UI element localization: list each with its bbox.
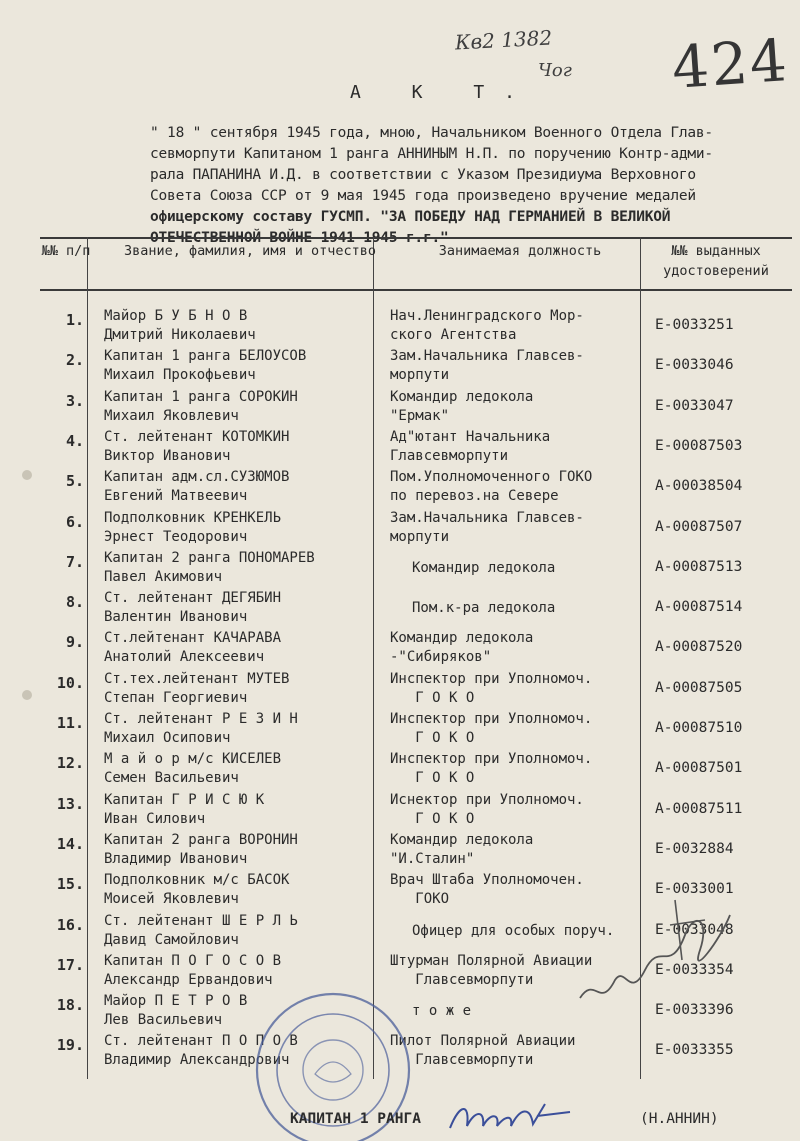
rank-surname: Подполковник КРЕНКЕЛЬ <box>104 509 282 526</box>
intro-paragraph <box>150 123 790 249</box>
table-row <box>40 831 792 871</box>
archive-sub-annotation: Чог <box>538 60 572 81</box>
row-position <box>390 791 584 829</box>
row-name <box>104 388 298 426</box>
header-name: Звание, фамилия, имя и отчество <box>124 243 376 259</box>
row-position <box>390 831 533 869</box>
rank-surname: Ст. лейтенант П О П О В <box>104 1033 298 1050</box>
rank-surname: Капитан 2 ранга ВОРОНИН <box>104 831 298 848</box>
table-row <box>40 629 792 669</box>
row-number: 2. <box>65 351 84 370</box>
archive-number-annotation: Кв2 1382 <box>454 25 553 55</box>
header-certificate: №№ выданных удостоверений <box>663 243 769 279</box>
row-position <box>390 871 584 909</box>
certificate-number: А-00087505 <box>655 679 743 696</box>
row-number: 13. <box>56 794 84 813</box>
position-line: ГОКО <box>390 891 450 908</box>
position-line: Главсевморпути <box>390 447 509 464</box>
table-row <box>40 750 792 790</box>
position-line: Главсевморпути <box>390 971 534 988</box>
rank-surname: Ст.лейтенант КАЧАРАВА <box>104 630 282 647</box>
row-name <box>104 347 306 385</box>
row-number: 15. <box>56 875 84 894</box>
certificate-number: А-00087511 <box>655 800 743 817</box>
certificate-number: Е-0033047 <box>655 397 734 414</box>
row-number: 10. <box>56 673 84 692</box>
row-position <box>412 599 555 618</box>
table-row <box>40 670 792 710</box>
position-line: по перевоз.на Севере <box>390 488 559 505</box>
position-line: Инспектор при Уполномоч. <box>390 711 593 727</box>
row-number: 7. <box>65 552 84 571</box>
position-line: Инспектор при Уполномоч. <box>390 670 593 687</box>
position-line: морпути <box>390 367 450 384</box>
table-header-rule <box>40 289 792 291</box>
position-line: морпути <box>390 528 450 545</box>
signature-name: (Н.АННИН) <box>640 1111 719 1127</box>
certificate-number: Е-0032884 <box>655 840 734 857</box>
position-line: Г О К О <box>390 730 475 746</box>
row-number: 18. <box>56 996 84 1015</box>
certificate-number: Е-0033251 <box>655 317 734 333</box>
rank-surname: Капитан 2 ранга ПОНОМАРЕВ <box>104 549 315 566</box>
row-position <box>390 670 592 708</box>
header-num: №№ п/п <box>41 243 91 259</box>
table-row <box>40 347 792 387</box>
certificate-number: А-00087520 <box>655 639 743 656</box>
position-line: Инспектор при Уполномоч. <box>390 751 593 768</box>
position-line: Иснектор при Уполномоч. <box>390 791 584 808</box>
table-top-rule <box>40 237 792 239</box>
certificate-number: Е-0033046 <box>655 357 734 374</box>
rank-surname: Майор Б У Б Н О В <box>104 308 248 324</box>
page-number-annotation: 424 <box>669 26 791 102</box>
position-line: Главсевморпути <box>390 1052 534 1069</box>
rank-surname: Капитан Г Р И С Ю К <box>104 791 265 808</box>
rank-surname: Ст. лейтенант ДЕГЯБИН <box>104 590 282 607</box>
row-number: 4. <box>65 431 84 450</box>
position-line: т о ж е <box>412 1003 472 1020</box>
row-name <box>104 428 289 466</box>
row-name <box>104 509 281 547</box>
row-name <box>104 791 264 829</box>
row-number: 12. <box>56 754 84 773</box>
row-name <box>104 589 281 627</box>
rank-surname: Подполковник м/с БАСОК <box>104 872 290 889</box>
table-row <box>40 509 792 549</box>
given-names: Михаил Прокофьевич <box>104 367 256 384</box>
handwritten-signature <box>445 1098 575 1138</box>
position-line: Командир ледокола <box>390 831 534 848</box>
row-number: 6. <box>65 512 84 531</box>
row-position <box>390 629 533 667</box>
table-row <box>40 388 792 428</box>
given-names: Владимир Иванович <box>104 850 248 867</box>
row-position <box>390 750 592 788</box>
row-name <box>104 670 289 708</box>
row-number: 11. <box>56 714 84 732</box>
position-line: Пом.к-ра ледокола <box>412 600 556 617</box>
row-number: 19. <box>56 1036 84 1055</box>
position-line: Врач Штаба Уполномочен. <box>390 872 584 889</box>
given-names: Степан Георгиевич <box>104 689 248 706</box>
row-name <box>104 871 289 909</box>
row-position <box>390 1032 575 1070</box>
intro-line: рала ПАПАНИНА И.Д. в соответствии с Указом Президиума Верховного <box>150 167 696 183</box>
punch-hole <box>22 690 32 700</box>
table-row <box>40 549 792 589</box>
given-names: Дмитрий Николаевич <box>104 327 256 343</box>
intro-line: " 18 " сентября 1945 года, мною, Начальником Военного Отдела Глав- <box>150 125 713 141</box>
row-name <box>104 629 281 667</box>
position-line: Командир ледокола <box>390 630 534 647</box>
given-names: Анатолий Алексеевич <box>104 649 265 666</box>
given-names: Иван Силович <box>104 810 206 827</box>
rank-surname: Майор П Е Т Р О В <box>104 993 248 1010</box>
rank-surname: Капитан 1 ранга БЕЛОУСОВ <box>104 348 307 365</box>
row-position <box>390 428 550 466</box>
row-name <box>104 952 281 990</box>
punch-hole <box>22 470 32 480</box>
rank-surname: Капитан П О Г О С О В <box>104 952 282 969</box>
certificate-number: А-00087514 <box>655 599 743 616</box>
table-row <box>40 468 792 508</box>
position-line: "Ермак" <box>390 407 450 424</box>
rank-surname: Ст.тех.лейтенант МУТЕВ <box>104 670 290 687</box>
position-line: Пом.Уполномоченного ГОКО <box>390 469 593 486</box>
row-name <box>104 549 315 587</box>
certificate-number: Е-0033354 <box>655 961 734 978</box>
certificate-number: Е-0033001 <box>655 881 734 898</box>
row-position <box>390 509 584 547</box>
rank-surname: Ст. лейтенант Ш Е Р Л Ь <box>104 912 298 929</box>
row-name <box>104 750 281 788</box>
position-line: ского Агентства <box>390 327 517 343</box>
certificate-number: А-00087513 <box>655 558 743 575</box>
rank-surname: Ст. лейтенант КОТОМКИН <box>104 428 290 445</box>
row-position <box>390 952 592 990</box>
intro-line: ОТЕЧЕСТВЕННОЙ ВОЙНЕ 1941-1945 г.г." <box>150 230 449 246</box>
intro-line: офицерскому составу ГУСМП. "ЗА ПОБЕДУ НАД ГЕРМАНИЕЙ В ВЕЛИКОЙ <box>150 209 671 225</box>
given-names: Эрнест Теодорович <box>104 528 248 545</box>
certificate-number: Е-00087503 <box>655 437 743 454</box>
row-number: 14. <box>56 834 84 853</box>
rank-surname: Ст. лейтенант Р Е З И Н <box>104 711 298 727</box>
position-line: "И.Сталин" <box>390 850 475 867</box>
table-row <box>40 589 792 629</box>
row-name <box>104 912 298 950</box>
certificate-number: А-00038504 <box>655 478 743 495</box>
row-position <box>412 559 555 578</box>
position-line: Командир ледокола <box>390 388 534 405</box>
row-number: 17. <box>56 955 84 974</box>
table-row <box>40 1032 792 1072</box>
row-number: 3. <box>65 391 84 410</box>
given-names: Михаил Осипович <box>104 730 231 746</box>
given-names: Валентин Иванович <box>104 609 248 626</box>
position-line: Г О К О <box>390 810 475 827</box>
rank-surname: М а й о р м/с КИСЕЛЕВ <box>104 751 282 768</box>
table-row <box>40 307 792 347</box>
pencil-signature <box>570 880 740 1020</box>
row-position <box>412 1002 471 1021</box>
certificate-number: Е-0033048 <box>655 921 734 938</box>
given-names: Давид Самойлович <box>104 931 239 948</box>
position-line: Г О К О <box>390 770 475 787</box>
position-line: Штурман Полярной Авиации <box>390 952 593 969</box>
rank-surname: Капитан 1 ранга СОРОКИН <box>104 388 298 405</box>
header-position: Занимаемая должность <box>438 243 602 259</box>
signature-title: КАПИТАН 1 РАНГА <box>290 1111 421 1127</box>
given-names: Владимир Александрович <box>104 1052 290 1069</box>
given-names: Лев Васильевич <box>104 1012 223 1029</box>
row-position <box>390 388 533 426</box>
given-names: Павел Акимович <box>104 568 223 585</box>
row-number: 8. <box>65 593 84 612</box>
row-name <box>104 307 256 345</box>
row-number: 1. <box>65 311 84 329</box>
position-line: Офицер для особых поруч. <box>412 922 615 939</box>
certificate-number: Е-0033355 <box>655 1042 734 1059</box>
certificate-number: Е-0033396 <box>655 1002 734 1019</box>
table-row <box>40 791 792 831</box>
position-line: Зам.Начальника Главсев- <box>390 509 584 526</box>
position-line: Ад"ютант Начальника <box>390 428 551 445</box>
row-position <box>390 307 584 345</box>
position-line: Пилот Полярной Авиации <box>390 1033 576 1050</box>
position-line: Г О К О <box>390 689 475 706</box>
position-line: -"Сибиряков" <box>390 649 492 666</box>
row-name <box>104 710 298 748</box>
intro-line: Совета Союза ССР от 9 мая 1945 года произведено вручение медалей <box>150 188 696 204</box>
row-position <box>390 347 584 385</box>
given-names: Александр Ервандович <box>104 971 273 988</box>
position-line: Нач.Ленинградского Мор- <box>390 308 584 324</box>
certificate-number: А-00087510 <box>655 720 743 736</box>
position-line: Зам.Начальника Главсев- <box>390 348 584 365</box>
given-names: Михаил Яковлевич <box>104 407 239 424</box>
certificate-number: А-00087501 <box>655 760 743 777</box>
given-names: Семен Васильевич <box>104 770 239 787</box>
row-position <box>390 468 592 506</box>
row-name <box>104 992 247 1030</box>
row-position <box>390 710 592 748</box>
table-row <box>40 710 792 750</box>
table-row <box>40 428 792 468</box>
intro-line: севморпути Капитаном 1 ранга АННИНЫМ Н.П. по поручению Контр-адми- <box>150 146 713 162</box>
row-name <box>104 831 298 869</box>
position-line: Командир ледокола <box>412 559 556 576</box>
row-number: 5. <box>65 472 84 491</box>
document-title: А К Т. <box>350 82 536 103</box>
row-number: 9. <box>65 633 84 652</box>
certificate-number: А-00087507 <box>655 518 743 535</box>
given-names: Виктор Иванович <box>104 447 231 464</box>
row-number: 16. <box>56 915 84 934</box>
given-names: Моисей Яковлевич <box>104 891 239 908</box>
row-name <box>104 468 289 506</box>
given-names: Евгений Матвеевич <box>104 488 248 505</box>
rank-surname: Капитан адм.сл.СУЗЮМОВ <box>104 469 290 486</box>
